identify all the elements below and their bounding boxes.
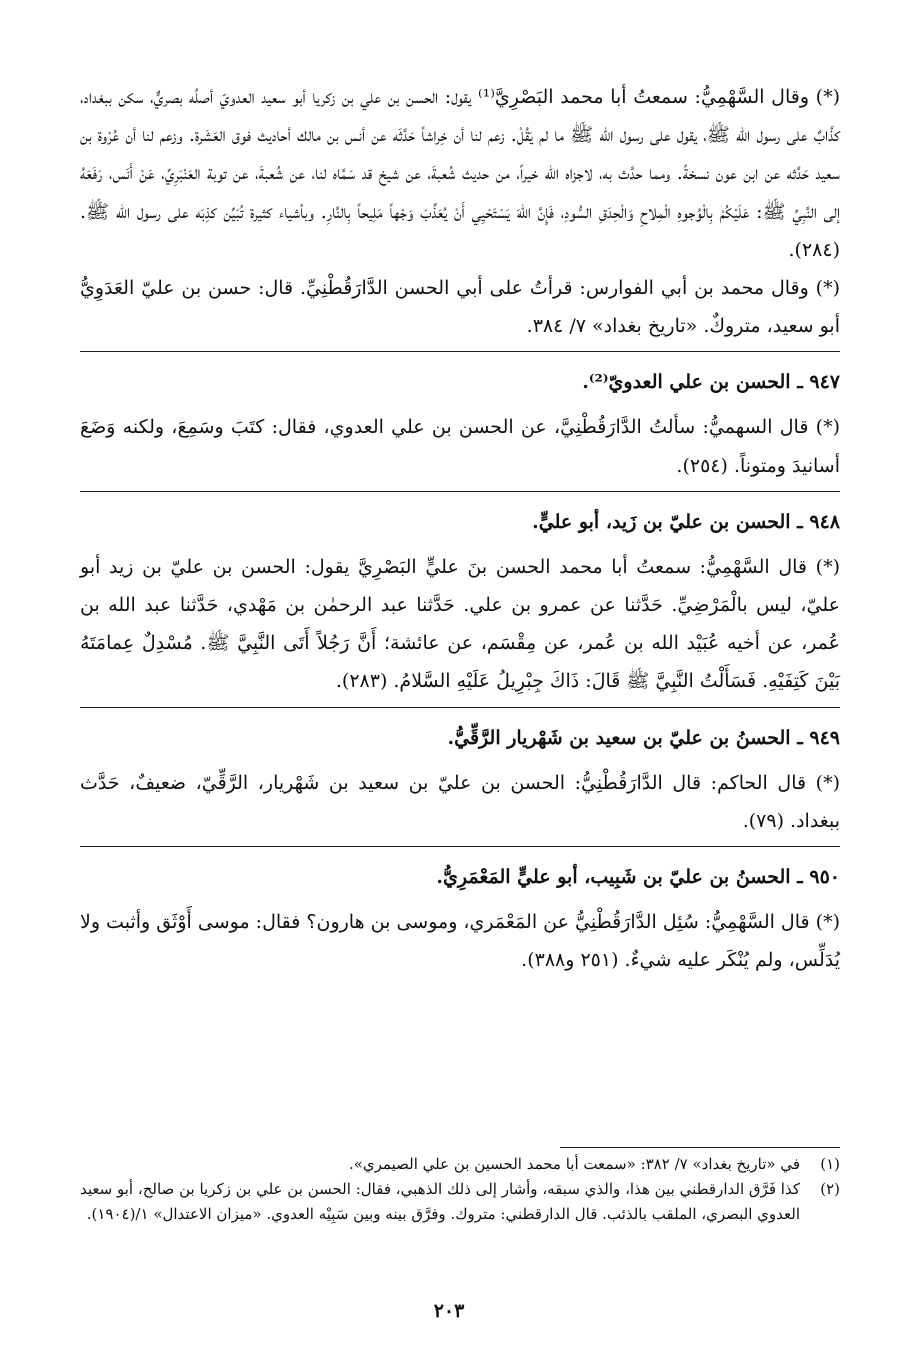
section-divider [80, 846, 840, 847]
footnote-text: كذا فَرَّق الدارقطني بين هذا، والذي سبقه، وأشار إلى ذلك الذهبي، فقال: الحسن بن علي بن زكريا بن صالح، أبو سعيد العدوي البصري، الملقب بالذئب. قال الدارقطني: متروك. وفرَّق بينه وبين سَبِيْه العدوي. «ميزان الاعتدال» ١/(١٩٠٤). [80, 1180, 800, 1223]
footnote-number: (٢) [820, 1180, 840, 1198]
page-body [80, 78, 840, 979]
footnote-number: (١) [820, 1155, 840, 1173]
footnote-1 [80, 1152, 840, 1177]
paragraph-entry-947: (*) قال السهميُّ: سألتُ الدَّارَقُطْنِيَّ، عن الحسن بن علي العدوي، فقال: كتَبَ وسَمِعَ، ولكنه وَضَعَ أسانيدَ ومتوناً. (٢٥٤). [80, 416, 840, 477]
footnotes [80, 1152, 840, 1227]
entry-title-947: ٩٤٧ ـ الحسن بن علي العدويّ⁽²⁾. [582, 371, 840, 394]
footnote-2 [80, 1177, 840, 1227]
paragraph-entry-949: (*) قال الحاكم: قال الدَّارَقُطْنِيُّ: الحسن بن عليّ بن سعيد بن شَهْريار، الرَّقِّيّ، ضعيفٌ، حَدَّث ببغداد. (٧٩). [80, 771, 840, 832]
footnote-separator [560, 1147, 840, 1148]
page-number: ٢٠٣ [433, 1300, 465, 1322]
footnote-text: في «تاريخ بغداد» ٧/ ٣٨٢: «سمعت أبا محمد الحسين بن علي الصيمري». [348, 1155, 800, 1173]
section-divider [80, 707, 840, 708]
paragraph-entry-950: (*) قال السَّهْمِيُّ: سُئِل الدَّارَقُطْنِيُّ عن المَعْمَري، وموسى بن هارون؟ فقال: موسى أَوْثَق وأثبت ولا يُدَلِّس، ولم يُنْكَر عليه شيءٌ. (٢٥١ و٣٨٨). [80, 911, 840, 972]
entry-title-949: ٩٤٩ ـ الحسنُ بن عليّ بن سعيد بن شَهْريار الرَّقِّيُّ. [447, 726, 840, 749]
section-divider [80, 491, 840, 492]
section-divider [80, 351, 840, 352]
entry-title-948: ٩٤٨ ـ الحسن بن عليّ بن زَيد، أبو عليٍّ. [532, 510, 840, 533]
paragraph-entry-948: (*) قال السَّهْمِيُّ: سمعتُ أبا محمد الحسن بنَ عليٍّ البَصْرِيَّ يقول: الحسن بن عليّ بن زيد أبو عليّ، ليس بالْمَرْضِيِّ. حَدَّثنا عن عمرو بن علي. حَدَّثنا عبد الرحمٰن بن مَهْدي، حَدَّثنا عبد الله بن عُمر، عن أخيه عُبَيْد الله بن عُمر، عن مِقْسَم، عن عائشة؛ أَنَّ رَجُلاً أَتَى النَّبِيَّ ﷺ. مُسْدِلٌ عِمامَتَهُ بَيْنَ كَتِفَيْهِ. فَسَأَلْتُ النَّبِيَّ ﷺ قَالَ: ذَاكَ جِبْرِيلُ عَلَيْهِ السَّلامُ. (٢٨٣). [80, 555, 840, 693]
paragraph-entry-946-ibn-abi-fawaris: (*) وقال محمد بن أبي الفوارس: قرأتُ على أبي الحسن الدَّارَقُطْنِيِّ. قال: حسن بن عليّ العَدَوِيُّ أبو سعيد، متروكٌ. «تاريخ بغداد» ٧/ ٣٨٤. [80, 277, 840, 338]
paragraph-entry-946-sahmi: (*) وقال السَّهْمِيُّ: سمعتُ أبا محمد البَصْرِيَّ⁽¹⁾ يقول: الحسن بن علي بن زكريا أبو سعيد العدويّ أصلُه بصريٌّ، سكن ببغداد، كذَّابٌ على رسول الله ﷺ، يقول على رسول الله ﷺ ما لم يَقُلْ. زعم لنا أن خِراشاً حَدَّثَه عن أنس بن مالك أحاديث فوق العَشَرة. وزعم لنا أن عُرْوة بن سعيد حَدَّثه عن ابن عون نسخةً. ومما حدَّث به، لاجزاه الله خيراً، من حديث شُعبةَ، عن شيخ قد سَمَّاه لنا، عن شُعبةَ، عن توبة العَنْبَرِيِّ، عَنْ أَنَس، رَفَعَهُ إلى النَّبِيِّ ﷺ: عَلَيْكُمْ بِالْوُجوهِ الْمِلاحِ وَالْحِدَقِ السُّودِ، فَإِنَّ اللهَ يَسْتَحْيِي أَنْ يُعَذِّبَ وَجْهاً مَلِيحاً بِالنَّارِ. وبأشياء كثيرة تُبَيِّن كذِبَه على رسول الله ﷺ. (٢٨٤). [80, 86, 840, 261]
entry-title-950: ٩٥٠ ـ الحسنُ بن عليّ بن شَبِيب، أبو عليٍّ المَعْمَرِيُّ. [436, 866, 840, 889]
